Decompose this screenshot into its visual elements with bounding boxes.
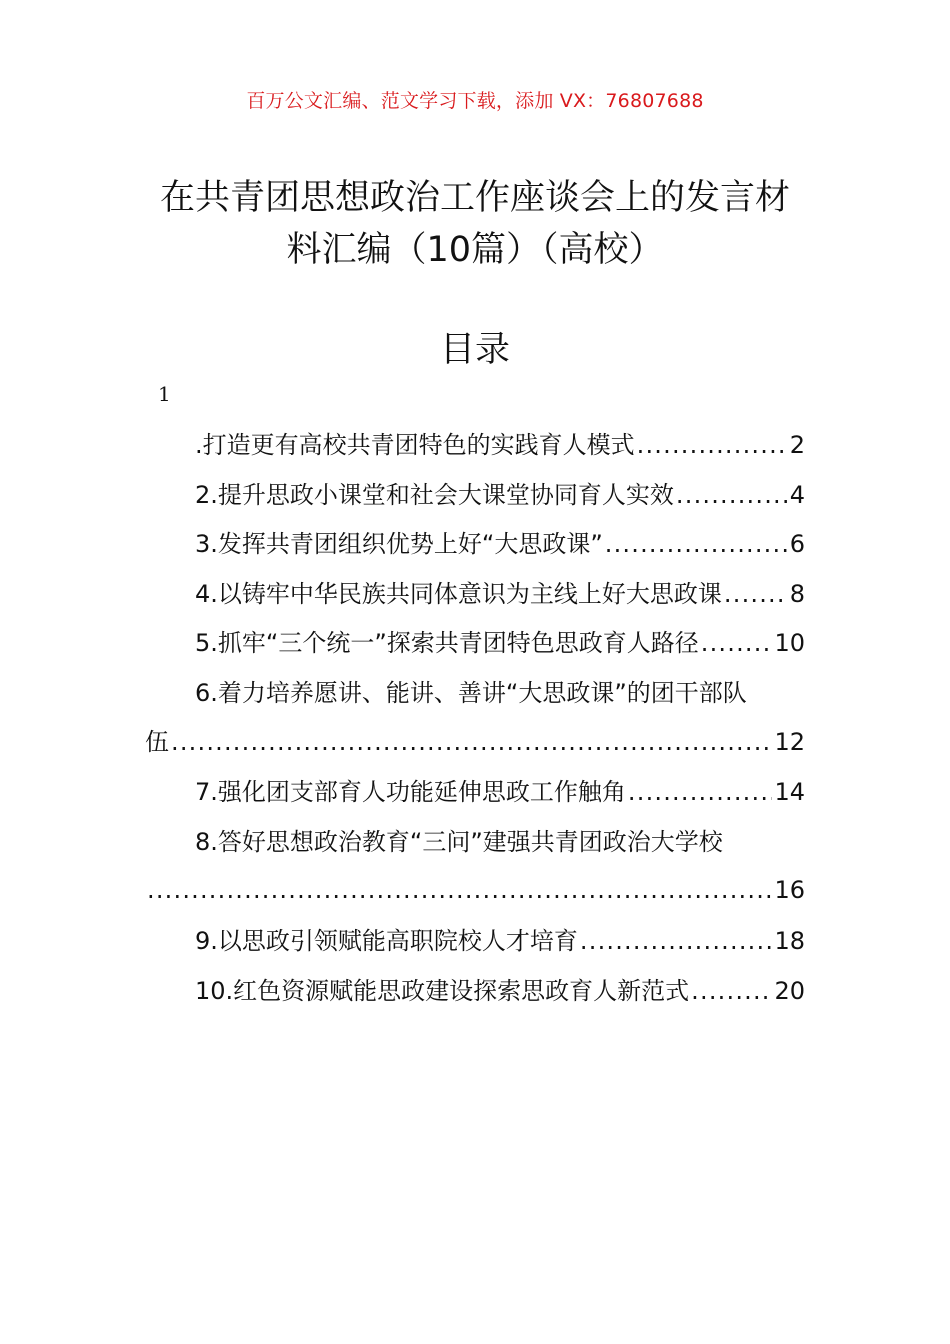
toc-leader-dots xyxy=(605,524,788,564)
toc-entry-page: 6 xyxy=(789,530,805,558)
toc-entry-page: 8 xyxy=(789,580,805,608)
toc-entry-4[interactable] xyxy=(145,574,805,614)
toc-entry-6[interactable] xyxy=(145,673,805,713)
toc-entry-7[interactable] xyxy=(145,772,805,812)
toc-entry-label: 4.以铸牢中华民族共同体意识为主线上好大思政课 xyxy=(195,580,722,608)
watermark-banner: 百万公文汇编、范文学习下载，添加 VX：76807688 xyxy=(246,90,704,112)
toc-entry-page: 12 xyxy=(774,728,805,756)
toc-entry-10[interactable] xyxy=(145,971,805,1011)
title-line-1: 在共青团思想政治工作座谈会上的发言材 xyxy=(159,178,790,218)
toc-entry-page: 20 xyxy=(774,977,805,1005)
toc-entry-page: 2 xyxy=(789,431,805,459)
toc-entry-1[interactable] xyxy=(145,425,805,465)
toc-entry-8[interactable] xyxy=(145,822,805,862)
toc-entry-page: 4 xyxy=(789,481,805,509)
toc-entry-label: 10.红色资源赋能思政建设探索思政育人新范式 xyxy=(195,977,690,1005)
toc-entry-page: 18 xyxy=(774,927,805,955)
toc-leader-dots xyxy=(637,425,788,465)
toc-entry-8-continuation[interactable] xyxy=(145,870,805,910)
toc-leader-dots xyxy=(676,475,788,515)
toc-leader-dots xyxy=(147,870,772,910)
toc-entry-page: 14 xyxy=(774,778,805,806)
toc-entry-2[interactable] xyxy=(145,475,805,515)
toc-heading: 目录 xyxy=(439,330,510,370)
toc-entry-label: 2.提升思政小课堂和社会大课堂协同育人实效 xyxy=(195,481,674,509)
page-marker: 1 xyxy=(158,382,171,406)
toc-leader-dots xyxy=(580,921,773,961)
toc-leader-dots xyxy=(701,623,773,663)
toc-leader-dots xyxy=(724,574,788,614)
toc-entry-9[interactable] xyxy=(145,921,805,961)
toc-entry-label: 8.答好思想政治教育“三问”建强共青团政治大学校 xyxy=(195,828,723,856)
toc-entry-6-continuation[interactable] xyxy=(145,722,805,762)
toc-entry-label: 5.抓牢“三个统一”探索共青团特色思政育人路径 xyxy=(195,629,699,657)
toc-entry-label: 7.强化团支部育人功能延伸思政工作触角 xyxy=(195,778,626,806)
toc-entry-label: 6.着力培养愿讲、能讲、善讲“大思政课”的团干部队 xyxy=(195,679,747,707)
title-line-2: 料汇编（10篇）（高校） xyxy=(286,230,664,270)
toc-entry-5[interactable] xyxy=(145,623,805,663)
toc-entry-page: 10 xyxy=(774,629,805,657)
document-title xyxy=(140,172,810,276)
toc-entry-3[interactable] xyxy=(145,524,805,564)
toc-leader-dots xyxy=(628,772,773,812)
toc-entry-label: 3.发挥共青团组织优势上好“大思政课” xyxy=(195,530,603,558)
toc-leader-dots xyxy=(691,971,772,1011)
toc-entry-page: 16 xyxy=(774,876,805,904)
toc-leader-dots xyxy=(171,722,772,762)
toc-entry-label: 9.以思政引领赋能高职院校人才培育 xyxy=(195,927,578,955)
toc-entry-label-continuation: 伍 xyxy=(145,728,169,756)
toc-entry-label: .打造更有高校共青团特色的实践育人模式 xyxy=(195,431,635,459)
